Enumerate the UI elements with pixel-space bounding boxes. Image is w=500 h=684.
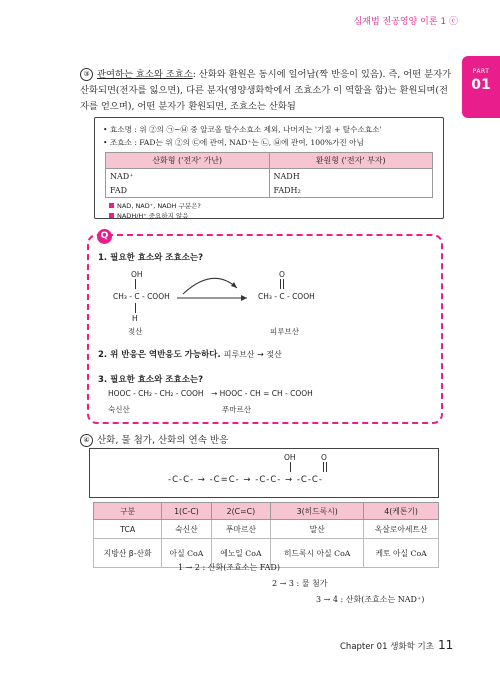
table-header: 4(케톤기) bbox=[364, 503, 439, 520]
double-bond bbox=[323, 462, 327, 472]
reaction-chain: -C-C- → -C=C- → -C-C- → -C-C- bbox=[168, 475, 323, 485]
table-cell: 케토 아실 CoA bbox=[364, 539, 439, 568]
reduced-header: 환원형 ('전자' 부자) bbox=[269, 153, 433, 169]
section-4 bbox=[80, 432, 228, 447]
pyruvate-name: 피루브산 bbox=[270, 327, 299, 336]
question-3: 3. 필요한 효소와 조효소는? bbox=[98, 375, 204, 385]
section-3-text: : 산화와 환원은 동시에 일어남(짝 반응이 있음). 즉, 어떤 분자가 산화되면(전자를 잃으면), 다른 분자(영양생화학에서 조효소가 이 역할을 함)는 환원되며(전자를 얻으며), 어떤 분자가 환원되면, 조효소는 산화됨 bbox=[80, 69, 452, 112]
section-3 bbox=[80, 67, 452, 115]
table-cell: 푸마르산 bbox=[211, 520, 270, 539]
bullet-icon bbox=[109, 213, 114, 218]
page-number: 11 bbox=[437, 638, 454, 652]
lactate-oh: OH bbox=[131, 270, 143, 279]
enzyme-box bbox=[94, 117, 444, 219]
reaction-chain-box bbox=[89, 448, 439, 498]
lactate-formula: CH₃ - C - COOH bbox=[113, 292, 170, 301]
table-header: 2(C=C) bbox=[211, 503, 270, 520]
table-cell: 옥살로아세트산 bbox=[364, 520, 439, 539]
section-4-title: 산화, 물 첨가, 산화의 연속 반응 bbox=[97, 435, 229, 446]
pyruvate-formula: CH₃ - C - COOH bbox=[258, 292, 315, 301]
question-2: 2. 위 반응은 역반응도 가능하다. 피루브산 → 젖산 bbox=[98, 350, 282, 360]
table-cell: TCA bbox=[94, 520, 162, 539]
table-header: 구분 bbox=[94, 503, 162, 520]
double-bond bbox=[280, 279, 284, 289]
table-cell: 지방산 β-산화 bbox=[94, 539, 162, 568]
enzyme-name-line: • 효소명 : 위 ②의 ㉠~㉥ 중 알코올 탈수소효소 제외, 나머지는 '기질 + 탈수소효소' bbox=[103, 125, 382, 134]
table-cell: 에노일 CoA bbox=[211, 539, 270, 568]
running-header: 심재범 전공영양 이론 1 ⓒ bbox=[353, 17, 458, 27]
reverse-reaction: 피루브산 → 젖산 bbox=[223, 350, 282, 359]
table-cell: NAD⁺ bbox=[106, 169, 270, 184]
step-3: 3 → 4 : 산화(조효소는 NAD⁺) bbox=[316, 595, 425, 604]
pyruvate-o: O bbox=[279, 270, 285, 279]
reaction-arrow-icon bbox=[175, 272, 253, 306]
chain-o: O bbox=[321, 453, 327, 462]
note-1: NAD, NAD⁺, NADH 구분은? bbox=[109, 201, 443, 210]
step-1: 1 → 2 : 산화(조효소는 FAD) bbox=[178, 563, 280, 572]
part-label: PART bbox=[472, 68, 490, 75]
bond-line bbox=[135, 279, 136, 289]
bond-line bbox=[290, 462, 291, 472]
lactate-h: H bbox=[132, 314, 138, 323]
table-header: 1(C-C) bbox=[162, 503, 211, 520]
footer bbox=[340, 638, 453, 652]
table-cell: 히드록시 아실 CoA bbox=[271, 539, 364, 568]
section-3-number: ③ bbox=[80, 68, 93, 81]
bond-line bbox=[135, 303, 136, 313]
note-2: NADH/H⁺ 중요하지 않음 bbox=[109, 211, 443, 220]
oxidized-header: 산화형 ('전자' 가난) bbox=[106, 153, 270, 169]
bullet-icon bbox=[109, 203, 114, 208]
succinate-formula: HOOC - CH₂ - CH₂ - COOH bbox=[108, 389, 204, 398]
coenzyme-line: • 조효소 : FAD는 위 ②의 ㉢에 관여, NAD⁺는 ㉡, ㉥에 관여, 100%가진 아님 bbox=[103, 138, 364, 147]
question-badge: Q bbox=[97, 229, 112, 244]
step-2: 2 → 3 : 물 첨가 bbox=[272, 579, 328, 588]
fumarate-name: 푸마르산 bbox=[222, 405, 251, 414]
chapter-label: Chapter 01 생화학 기초 bbox=[340, 642, 434, 652]
table-cell: 아실 CoA bbox=[162, 539, 211, 568]
table-cell: FAD bbox=[106, 183, 270, 198]
fumarate-formula: → HOOC - CH = CH - COOH bbox=[211, 389, 313, 398]
part-number: 01 bbox=[471, 77, 491, 93]
table-cell: NADH bbox=[269, 169, 433, 184]
lactate-name: 젖산 bbox=[128, 327, 143, 336]
table-header: 3(히드록시) bbox=[271, 503, 364, 520]
tca-beta-oxidation-table bbox=[93, 502, 439, 568]
part-tab bbox=[462, 56, 500, 118]
question-1: 1. 필요한 효소와 조효소는? bbox=[98, 253, 204, 263]
succinate-name: 숙신산 bbox=[108, 405, 130, 414]
redox-table bbox=[105, 152, 433, 198]
table-cell: FADH₂ bbox=[269, 183, 433, 198]
table-cell: 숙신산 bbox=[162, 520, 211, 539]
section-3-lead: 관여하는 효소와 조효소 bbox=[97, 69, 193, 80]
chain-oh: OH bbox=[284, 453, 296, 462]
section-4-number: ④ bbox=[80, 434, 93, 447]
table-cell: 말산 bbox=[271, 520, 364, 539]
